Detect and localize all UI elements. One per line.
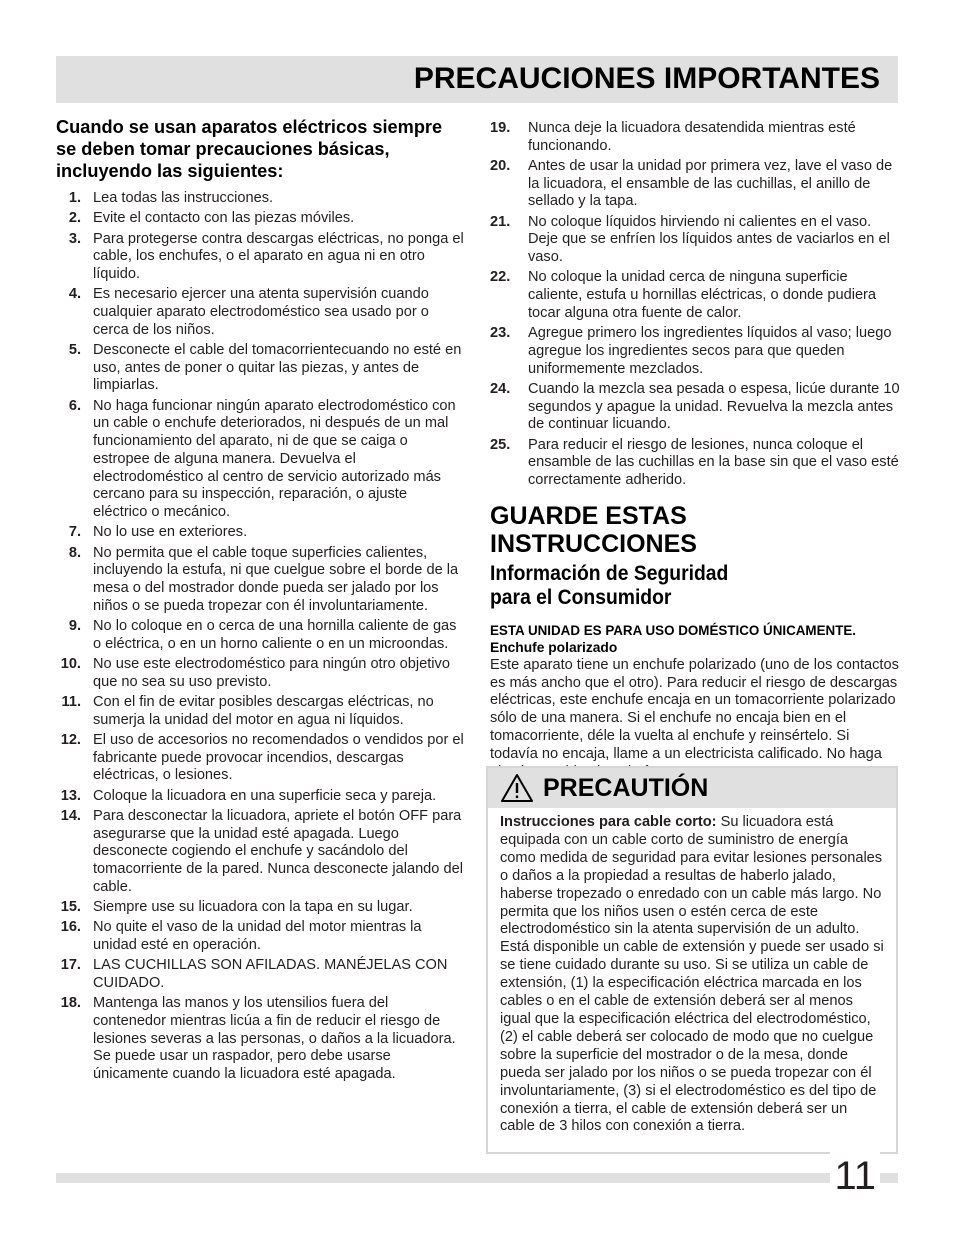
- item-number: 13.: [60, 787, 81, 804]
- warning-triangle-icon: [500, 773, 534, 803]
- item-text: Coloque la licuadora en una superficie seca y pareja.: [93, 787, 437, 804]
- item-number: 18.: [60, 995, 81, 1012]
- item-text: El uso de accesorios no recomendados o vendidos por el fabricante puede provocar incendios, descargas eléctricas, o lesiones.: [93, 731, 464, 784]
- list-item: [56, 231, 464, 284]
- left-precautions-list: [56, 190, 464, 1084]
- right-precautions-list: [490, 120, 900, 490]
- list-item: [56, 694, 464, 729]
- list-item: [56, 995, 464, 1084]
- list-item: [56, 618, 464, 653]
- list-item: [490, 437, 900, 490]
- caution-title: PRECAUTIÓN: [543, 773, 709, 802]
- item-number: 3.: [68, 230, 81, 247]
- item-text: LAS CUCHILLAS SON AFILADAS. MANÉJELAS CON CUIDADO.: [93, 957, 448, 992]
- item-text: Nunca deje la licuadora desatendida mientras esté funcionando.: [528, 120, 856, 154]
- caution-box: [486, 766, 898, 1154]
- item-number: 15.: [60, 899, 81, 916]
- list-item: [56, 210, 464, 228]
- item-text: Evite el contacto con las piezas móviles.: [93, 210, 355, 227]
- item-number: 6.: [68, 397, 81, 414]
- item-number: 21.: [490, 213, 511, 230]
- item-text: Cuando la mezcla sea pesada o espesa, licúe durante 10 segundos y apague la unidad. Revuelva la mezcla antes de continuar licuando.: [528, 380, 900, 433]
- list-item: [490, 120, 900, 155]
- item-text: Es necesario ejercer una atenta supervisión cuando cualquier aparato electrodoméstico sea usado por o cerca de los niños.: [93, 286, 429, 338]
- left-column: [56, 116, 464, 1086]
- item-number: 12.: [60, 731, 81, 748]
- list-item: [56, 398, 464, 522]
- list-item: [56, 732, 464, 785]
- list-item: [56, 808, 464, 897]
- item-text: No haga funcionar ningún aparato electrodoméstico con un cable o enchufe deteriorados, ni después de un mal funcionamiento del aparato, ni de que se caiga o estropee de alguna manera. Devuelva el electrodoméstico al centro de servicio autorizado más cercano para su inspección, reparación, o ajuste eléctrico o mecánico.: [93, 397, 456, 520]
- caution-body: [488, 808, 896, 1136]
- item-text: No coloque la unidad cerca de ninguna superficie caliente, estufa u hornillas eléctricas, o donde pudiera tocar alguna otra fuente de calor.: [528, 269, 877, 321]
- item-text: Agregue primero los ingredientes líquidos al vaso; luego agregue los ingredientes secos para que queden uniformemente mezclados.: [528, 325, 892, 377]
- item-number: 20.: [490, 158, 511, 174]
- item-text: Con el fin de evitar posibles descargas eléctricas, no sumerja la unidad del motor en agua ni líquidos.: [93, 693, 434, 728]
- caution-header: [488, 768, 896, 808]
- list-item: [56, 919, 464, 954]
- save-instructions-heading: GUARDE ESTAS INSTRUCCIONES: [490, 501, 697, 558]
- caution-lead: Instrucciones para cable corto:: [500, 814, 717, 830]
- item-number: 23.: [490, 325, 511, 342]
- item-number: 19.: [490, 120, 511, 136]
- item-text: No coloque líquidos hirviendo ni calientes en el vaso. Deje que se enfríen los líquidos antes de vaciarlos en el vaso.: [528, 213, 890, 266]
- item-number: 9.: [68, 617, 81, 634]
- list-item: [490, 214, 900, 267]
- item-number: 8.: [68, 544, 81, 561]
- list-item: [56, 545, 464, 616]
- list-item: [56, 957, 464, 992]
- item-text: Siempre use su licuadora con la tapa en su lugar.: [93, 899, 413, 916]
- item-text: Antes de usar la unidad por primera vez, lave el vaso de la licuadora, el ensamble de las cuchillas, el anillo de sellado y la tapa.: [528, 158, 893, 210]
- page-number: 11: [830, 1152, 880, 1200]
- item-number: 25.: [490, 436, 511, 453]
- list-item: [490, 158, 900, 211]
- item-number: 4.: [68, 286, 81, 303]
- item-number: 1.: [68, 190, 81, 206]
- item-number: 10.: [60, 655, 81, 672]
- list-item: [490, 381, 900, 434]
- consumer-safety-heading: Información de Seguridad para el Consumidor: [490, 561, 729, 609]
- item-number: 2.: [68, 210, 81, 227]
- item-text: Para reducir el riesgo de lesiones, nunca coloque el ensamble de las cuchillas en la base sin que el vaso esté correctamente adherido.: [528, 436, 899, 488]
- item-text: No lo coloque en o cerca de una hornilla caliente de gas o eléctrica, o en un horno caliente o en un microondas.: [93, 617, 457, 652]
- list-item: [56, 656, 464, 691]
- intro-heading: Cuando se usan aparatos eléctricos siempre se deben tomar precauciones básicas, incluyendo las siguientes:: [56, 117, 443, 181]
- list-item: [490, 269, 900, 322]
- item-number: 7.: [68, 524, 81, 541]
- page-title: PRECAUCIONES IMPORTANTES: [413, 62, 880, 95]
- item-number: 24.: [490, 380, 511, 397]
- polarized-plug-text: Este aparato tiene un enchufe polarizado (uno de los contactos es más ancho que el otro). Para reducir el riesgo de descargas eléctricas, este enchufe encaja en un tomacorriente polarizado sólo de una manera. Si el enchufe no encaja bien en el tomacorriente, déle la vuelta al enchufe y reinsértelo. Si todavía no encaja, llame a un electricista calificado. No haga: [490, 656, 899, 763]
- item-text: No permita que el cable toque superficies calientes, incluyendo la estufa, ni que cuelgue sobre el borde de la mesa o del mostrador donde pueda ser jalado por los niños o se pueda tropezar con él involuntariamente.: [93, 544, 459, 614]
- item-number: 5.: [68, 342, 81, 358]
- polarized-plug-heading: Enchufe polarizado: [490, 639, 618, 655]
- header-bar: [56, 56, 898, 103]
- item-number: 11.: [61, 693, 81, 710]
- list-item: [490, 325, 900, 378]
- item-text: Mantenga las manos y los utensilios fuera del contenedor mientras licúa a fin de reducir el riesgo de lesiones severas a las personas, o daños a la licuadora. Se puede usar un raspador, pero debe usarse únicamente cuando la licuadora esté apagada.: [93, 995, 456, 1083]
- item-number: 14.: [60, 807, 81, 824]
- household-use-notice: ESTA UNIDAD ES PARA USO DOMÉSTICO ÚNICAMENTE.: [490, 622, 857, 638]
- list-item: [56, 286, 464, 339]
- list-item: [56, 190, 464, 208]
- list-item: [56, 524, 464, 542]
- caution-text: Su licuadora está equipada con un cable corto de suministro de energía como medida de seguridad para evitar lesiones personales o daños a la propiedad a resultas de haberlo jalado, haberse tropezado o enredado con un cable más largo. No permita que los niños usen o estén cerca de este electrodoméstico sin la atenta supervisión de un adulto. Está disponible un cable de extensión y puede ser usado si se tiene cuidado durante su uso. Si se utiliza un cable de extensión, (1) la especificación eléctrica marcada en los cables o en el cable de extensión deberá ser al menos igual que la especificación eléctrica del electrodoméstico, (2) el cable deberá ser colocado de modo que no cuelgue sobre la superficie del mostrador o de la mesa, donde pueda ser jalado por los niños o se pueda tropezar con él involuntariamente, (3) si el electrodoméstico es del tipo de conexión a tierra, el cable de extensión deberá ser un cable de 3 hilos con conexión a tierra.: [500, 814, 884, 1135]
- list-item: [56, 899, 464, 917]
- item-text: No lo use en exteriores.: [93, 524, 248, 541]
- footer-bar: [56, 1173, 898, 1183]
- item-number: 17.: [60, 957, 81, 974]
- item-number: 22.: [490, 269, 511, 286]
- item-number: 16.: [60, 919, 81, 936]
- item-text: No quite el vaso de la unidad del motor mientras la unidad esté en operación.: [93, 919, 422, 954]
- item-text: Para protegerse contra descargas eléctricas, no ponga el cable, los enchufes, o el aparato en agua ni en otro líquido.: [93, 230, 464, 282]
- item-text: Para desconectar la licuadora, apriete el botón OFF para asegurarse que la unidad esté apagada. Luego desconecte cogiendo el enchufe y sacándolo del tomacorriente de la pared. Nunca desconecte jalando del cable.: [93, 807, 463, 895]
- list-item: [56, 788, 464, 806]
- item-text: Desconecte el cable del tomacorrientecuando no esté en uso, antes de poner o quitar las piezas, y antes de limpiarlas.: [93, 342, 462, 394]
- item-text: Lea todas las instrucciones.: [93, 190, 274, 206]
- list-item: [56, 342, 464, 395]
- right-column: [490, 120, 900, 782]
- item-text: No use este electrodoméstico para ningún otro objetivo que no sea su uso previsto.: [93, 655, 450, 690]
